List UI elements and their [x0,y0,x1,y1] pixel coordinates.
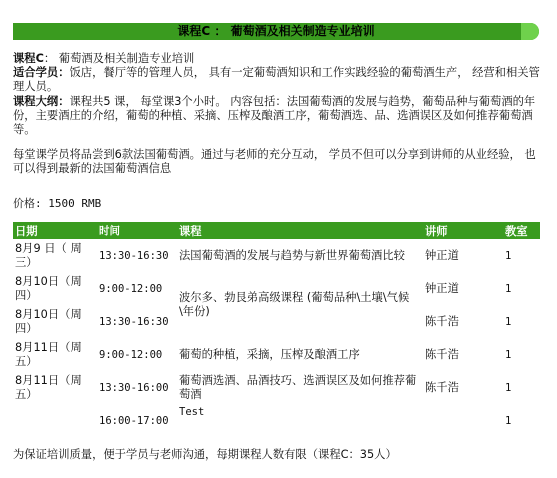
table-row [13,272,540,305]
cell-date: 8月10日（周四） [13,272,97,305]
cell-time: 13:30-16:30 [97,305,177,338]
cell-course: Test [177,404,423,437]
tasting-paragraph: 每堂课学员将品尝到6款法国葡萄酒。通过与老师的充分互动， 学员不但可以分享到讲师的从业经验， 也可以得到最新的法国葡萄酒信息 [13,148,536,176]
outline-label: 课程大纲： [13,94,70,108]
cell-time: 13:30-16:00 [97,371,177,404]
header-teacher: 讲师 [423,222,503,240]
cell-time: 13:30-16:30 [97,240,177,273]
banner-title: 课程C ： 葡萄酒及相关制造专业培训 [177,24,375,38]
table-row [13,404,540,437]
cell-course: 葡萄酒选酒、品酒技巧、选酒误区及如何推荐葡萄酒 [177,371,423,404]
cell-room: 1 [503,305,540,338]
title-banner [13,23,539,40]
cell-room: 1 [503,272,540,305]
header-time: 时间 [97,222,177,240]
cell-teacher: 钟正道 [423,240,503,273]
course-value: ： 葡萄酒及相关制造专业培训 [43,52,195,65]
course-label: 课程C [13,52,44,65]
audience-label: 适合学员： [13,66,70,80]
header-room: 教室 [503,222,540,240]
table-row [13,338,540,371]
table-row [13,240,540,273]
table-header-row [13,222,540,240]
cell-date: 8月10日（周四） [13,305,97,338]
course-name-line [13,52,543,66]
cell-date: 8月11日（周五） [13,371,97,404]
cell-room: 1 [503,240,540,273]
header-date: 日期 [13,222,97,240]
audience-line [13,66,543,94]
cell-teacher [423,404,503,437]
cell-teacher: 钟正道 [423,272,503,305]
cell-room: 1 [503,404,540,437]
cell-room: 1 [503,338,540,371]
header-course: 课程 [177,222,423,240]
cell-course: 波尔多、勃艮弟高级课程 (葡萄品种\土壤\气候\年份) [177,272,423,338]
price-text: 价格: 1500 RMB [13,197,102,210]
cell-time: 9:00-12:00 [97,338,177,371]
cell-teacher: 陈千浩 [423,371,503,404]
schedule-table [13,222,540,438]
cell-course: 葡萄的种植，采摘，压榨及酿酒工序 [177,338,423,371]
outline-value: 课程共5 课， 每堂课3个小时。 内容包括：法国葡萄酒的发展与趋势，葡萄品种与葡萄酒的年份，主要酒庄的介绍，葡萄的种植、采摘、压榨及酿酒工序，葡萄酒选、品、选酒误区及如何推荐葡萄酒等。 [13,94,536,137]
cell-time: 9:00-12:00 [97,272,177,305]
footer-note: 为保证培训质量，便于学员与老师沟通，每期课程人数有限（课程C：35人） [13,448,397,461]
course-info [13,52,543,177]
cell-teacher: 陈千浩 [423,305,503,338]
cell-teacher: 陈千浩 [423,338,503,371]
cell-time: 16:00-17:00 [97,404,177,437]
banner-rounded-cap [521,23,539,40]
cell-date: 8月9 日（ 周三） [13,240,97,273]
cell-course: 法国葡萄酒的发展与趋势与新世界葡萄酒比较 [177,240,423,273]
table-row [13,371,540,404]
audience-value: 饭店，餐厅等的管理人员， 具有一定葡萄酒知识和工作实践经验的葡萄酒生产， 经营和相关管理人员。 [13,66,540,94]
cell-date [13,404,97,437]
cell-date: 8月11日（周五） [13,338,97,371]
outline-line [13,95,543,138]
cell-room: 1 [503,371,540,404]
